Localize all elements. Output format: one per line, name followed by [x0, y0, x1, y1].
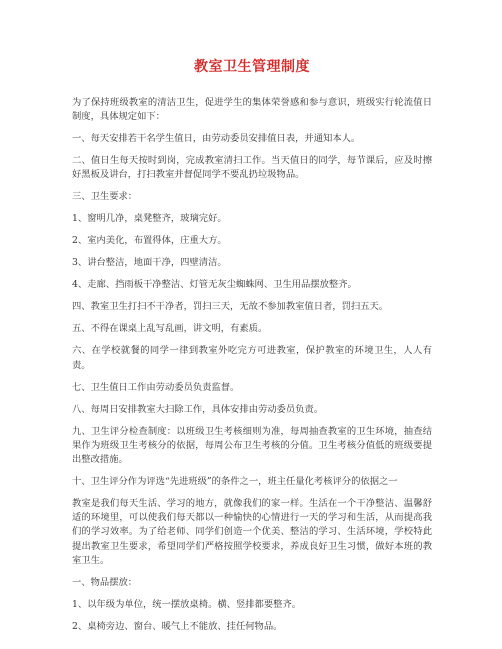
rule-5: 五、不得在课桌上乱写乱画，讲文明，有素质。 [72, 323, 268, 335]
rule-3-heading: 三、卫生要求： [72, 191, 138, 203]
rule-2: 二、值日生每天按时到岗，完成教室清扫工作。当天值日的同学，每节课后，应及时擦好黑板及讲台，打扫教室并督促同学不要乱扔垃圾物品。 [72, 155, 432, 181]
requirement-3: 3、讲台整洁，地面干净，四壁清洁。 [72, 257, 227, 269]
rule-4: 四、教室卫生打扫不干净者，罚扫三天，无故不参加教室值日者，罚扫五天。 [72, 301, 389, 313]
rule-6: 六、在学校就餐的同学一律到教室外吃完方可进教室，保护教室的环境卫生，人人有责。 [72, 345, 432, 371]
rule-10: 十、卫生评分作为评选“先进班级”的条件之一，班主任量化考核评分的依据之一 [72, 476, 398, 488]
rule-1: 一、每天安排若干名学生值日，由劳动委员安排值日表，并通知本人。 [72, 133, 361, 145]
requirement-4: 4、走廊、挡雨板干净整洁、灯管无灰尘蜘蛛网、卫生用品摆放整齐。 [72, 279, 357, 291]
requirement-2: 2、室内美化，布置得体，庄重大方。 [72, 235, 227, 247]
placement-2: 2、桌椅旁边、窗台、暖气上不能放、挂任何物品。 [72, 620, 283, 632]
document-page [72, 58, 432, 642]
document-title: 教室卫生管理制度 [194, 59, 310, 75]
intro-paragraph: 为了保持班级教室的清洁卫生，促进学生的集体荣誉感和参与意识，班级实行轮流值日制度，具体规定如下： [72, 97, 432, 123]
body-paragraph: 教室是我们每天生活、学习的地方，就像我们的家一样。生活在一个干净整洁、温馨舒适的环境里，可以使我们每天都以一种愉快的心情进行一天的学习和生活，从而提高我们的学习效率。为了给老师、同学们创造一个优美、整洁的学习、生活环境，学校特此提出教室卫生要求，希望同学们严格按照学校要求，养成良好卫生习惯，做好本班的教室卫生。 [72, 498, 432, 566]
requirement-1: 1、窗明几净，桌凳整齐，玻璃完好。 [72, 213, 227, 225]
placement-1: 1、以年级为单位，统一摆放桌椅。横、竖排都要整齐。 [72, 598, 302, 610]
section-1-heading: 一、物品摆放： [72, 576, 138, 588]
rule-7: 七、卫生值日工作由劳动委员负责监督。 [72, 381, 240, 393]
rule-9: 九、卫生评分检查制度：以班级卫生考核细则为准，每周抽查教室的卫生环境，抽查结果作为班级卫生考核分的依据，每周公布卫生考核的分值。卫生考核分值低的班级要提出整改措施。 [72, 425, 432, 466]
rule-8: 八、每周日安排教室大扫除工作，具体安排由劳动委员负责。 [72, 403, 324, 415]
